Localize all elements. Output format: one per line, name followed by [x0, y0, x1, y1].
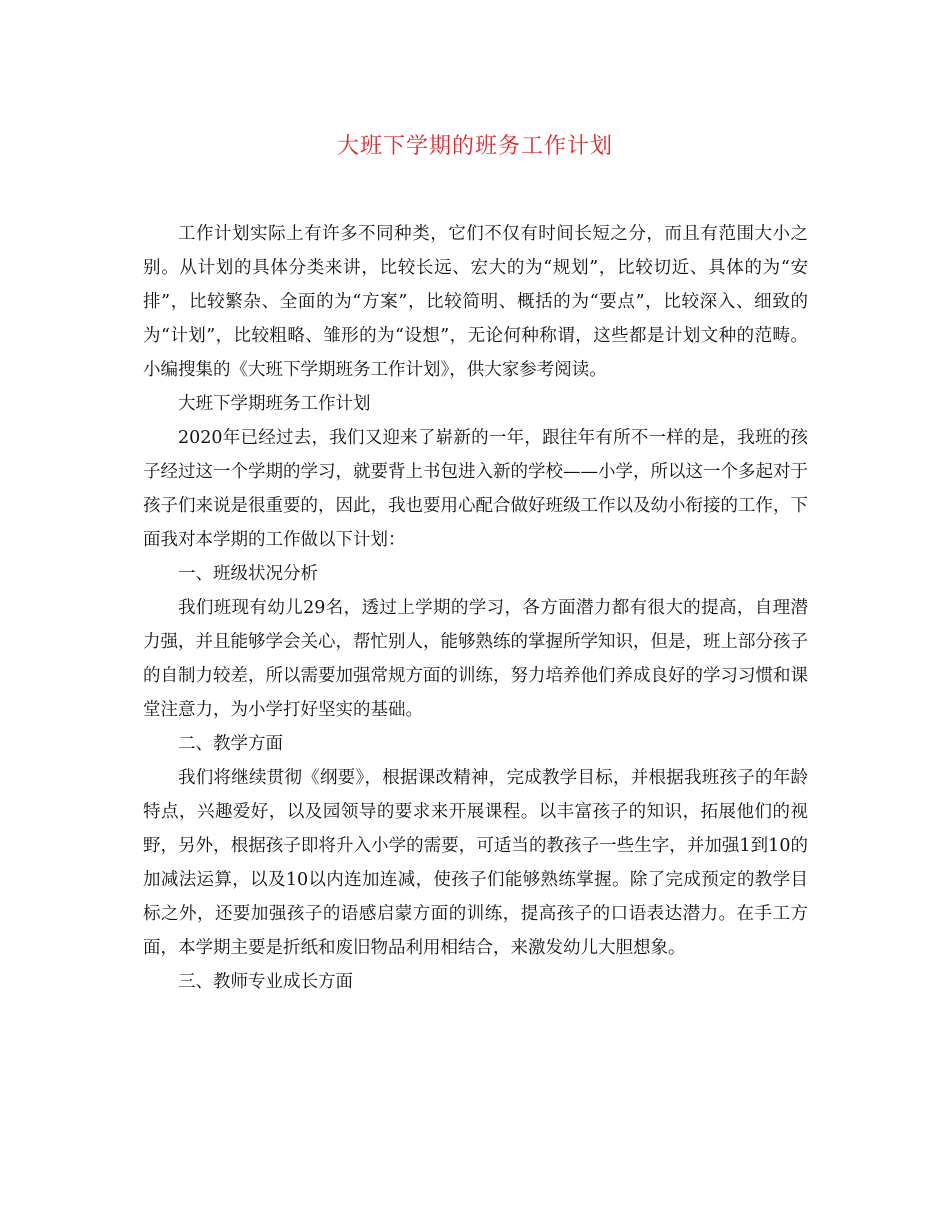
section-heading-class-analysis: 一、班级状况分析	[178, 564, 318, 584]
document-title: 大班下学期的班务工作计划	[336, 134, 613, 159]
section-heading-teacher-growth: 三、教师专业成长方面	[178, 972, 353, 992]
section-heading-teaching: 二、教学方面	[178, 734, 283, 754]
document-body	[143, 217, 808, 999]
plan-heading: 大班下学期班务工作计划	[178, 394, 371, 414]
teaching-paragraph: 我们将继续贯彻《纲要》，根据课改精神，完成教学目标，并根据我班孩子的年龄特点，兴趣爱好，以及园领导的要求来开展课程。以丰富孩子的知识，拓展他们的视野，另外，根据孩子即将升入小学的需要，可适当的教孩子一些生字，并加强1到10的加减法运算，以及10以内连加连减，使孩子们能够熟练掌握。除了完成预定的教学目标之外，还要加强孩子的语感启蒙方面的训练，提高孩子的口语表达潜力。在手工方面，本学期主要是折纸和废旧物品利用相结合，来激发幼儿大胆想象。	[143, 768, 808, 958]
opening-paragraph: 2020年已经过去，我们又迎来了崭新的一年，跟往年有所不一样的是，我班的孩子经过这一个学期的学习，就要背上书包进入新的学校——小学，所以这一个多起对于孩子们来说是很重要的，因此，我也要用心配合做好班级工作以及幼小衔接的工作，下面我对本学期的工作做以下计划：	[143, 428, 808, 550]
class-analysis-paragraph: 我们班现有幼儿29名，透过上学期的学习，各方面潜力都有很大的提高，自理潜力强，并且能够学会关心，帮忙别人，能够熟练的掌握所学知识，但是，班上部分孩子的自制力较差，所以需要加强常规方面的训练，努力培养他们养成良好的学习习惯和课堂注意力，为小学打好坚实的基础。	[143, 598, 808, 720]
intro-paragraph: 工作计划实际上有许多不同种类，它们不仅有时间长短之分，而且有范围大小之别。从计划的具体分类来讲，比较长远、宏大的为“规划”，比较切近、具体的为“安排”，比较繁杂、全面的为“方案”，比较简明、概括的为“要点”，比较深入、细致的为“计划”，比较粗略、雏形的为“设想”，无论何种称谓，这些都是计划文种的范畴。小编搜集的《大班下学期班务工作计划》，供大家参考阅读。	[143, 224, 808, 380]
